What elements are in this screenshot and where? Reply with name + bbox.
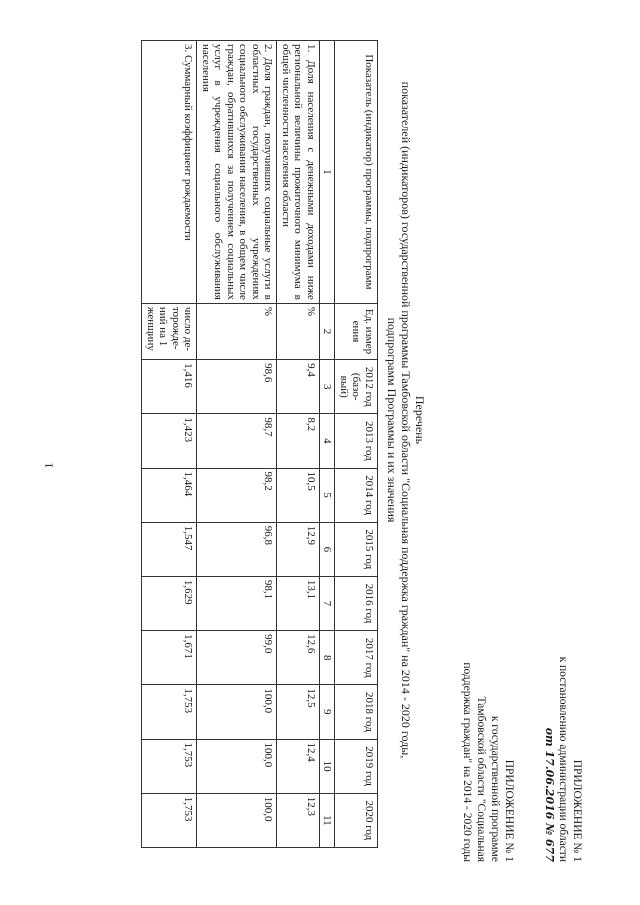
value-2012: 98,6 — [197, 360, 277, 414]
value-2020: 1,753 — [142, 793, 197, 847]
column-number: 5 — [320, 468, 336, 522]
indicator-name: 3. Суммарный коэффициент рождаемости — [142, 41, 197, 304]
appendix-decree-title: ПРИЛОЖЕНИЕ № 1 — [571, 759, 583, 862]
table-row — [277, 41, 320, 848]
column-number: 4 — [320, 414, 336, 468]
value-2015: 12,9 — [277, 522, 320, 576]
value-2017: 12,6 — [277, 631, 320, 685]
column-number: 2 — [320, 303, 336, 359]
appendix-program-line1: к государственной программе — [489, 715, 501, 862]
header-2014: 2014 год — [335, 468, 378, 522]
indicator-unit: % — [277, 303, 320, 359]
document-title-line2: показателей (индикаторов) государственной программы Тамбовской области "Социальная поддержка граждан" на 2014 - 2020 годы, — [399, 81, 413, 759]
indicators-table — [142, 40, 379, 848]
column-number-row — [320, 41, 336, 848]
header-2015: 2015 год — [335, 522, 378, 576]
value-2015: 1,547 — [142, 522, 197, 576]
appendix-program-title: ПРИЛОЖЕНИЕ № 1 — [503, 759, 515, 862]
value-2012: 9,4 — [277, 360, 320, 414]
column-number: 1 — [320, 41, 336, 304]
value-2018: 100,0 — [197, 685, 277, 739]
value-2016: 98,1 — [197, 576, 277, 630]
header-2013: 2013 год — [335, 414, 378, 468]
value-2016: 13,1 — [277, 576, 320, 630]
handwritten-date-number: от 17.06.2016 № 677 — [543, 727, 556, 862]
table-row — [197, 41, 277, 848]
value-2013: 8,2 — [277, 414, 320, 468]
column-number: 3 — [320, 360, 336, 414]
table-header-row — [335, 41, 378, 848]
value-2014: 98,2 — [197, 468, 277, 522]
document-title-line1: Перечень — [413, 395, 427, 445]
page-number: 1 — [41, 462, 56, 469]
value-2012: 1,416 — [142, 360, 197, 414]
header-2020: 2020 год — [335, 793, 378, 847]
column-number: 6 — [320, 522, 336, 576]
appendix-decree — [542, 532, 584, 862]
column-number: 11 — [320, 793, 336, 847]
value-2017: 99,0 — [197, 631, 277, 685]
appendix-program — [460, 532, 516, 862]
value-2019: 12,4 — [277, 739, 320, 793]
value-2015: 96,8 — [197, 522, 277, 576]
header-indicator: Показатель (индикатор) программы, подпрограмм — [335, 41, 378, 304]
document-title — [385, 40, 427, 800]
value-2018: 1,753 — [142, 685, 197, 739]
header-2012: 2012 год (базо- вый) — [335, 360, 378, 414]
rotated-landscape-page — [30, 20, 590, 870]
value-2019: 100,0 — [197, 739, 277, 793]
column-number: 8 — [320, 631, 336, 685]
value-2013: 1,423 — [142, 414, 197, 468]
value-2018: 12,5 — [277, 685, 320, 739]
value-2019: 1,753 — [142, 739, 197, 793]
header-2017: 2017 год — [335, 631, 378, 685]
value-2020: 12,3 — [277, 793, 320, 847]
value-2017: 1,671 — [142, 631, 197, 685]
value-2016: 1,629 — [142, 576, 197, 630]
document-title-line3: подпрограмм Программы и их значения — [385, 317, 399, 523]
column-number: 7 — [320, 576, 336, 630]
column-number: 9 — [320, 685, 336, 739]
indicator-name: 1. Доля населения с денежными доходами ниже региональной величины прожиточного минимума в общей численности населения области — [277, 41, 320, 304]
appendix-decree-line1: к постановлению администрации области — [557, 656, 569, 862]
header-2018: 2018 год — [335, 685, 378, 739]
value-2013: 98,7 — [197, 414, 277, 468]
value-2014: 10,5 — [277, 468, 320, 522]
appendix-program-line2: Тамбовской области "Социальная — [475, 696, 487, 862]
value-2020: 100,0 — [197, 793, 277, 847]
indicator-unit: число де- торожде- ний на 1 женщину — [142, 303, 197, 359]
column-number: 10 — [320, 739, 336, 793]
table-row — [142, 41, 197, 848]
value-2014: 1,464 — [142, 468, 197, 522]
header-2016: 2016 год — [335, 576, 378, 630]
indicator-unit: % — [197, 303, 277, 359]
indicator-name: 2. Доля граждан, получивших социальные услуги в областных государственных учреждениях социального обслуживания населения, в общем числе граждан, обратившихся за получением социальных услуг в учреждения социального обслуживания населения — [197, 41, 277, 304]
header-2019: 2019 год — [335, 739, 378, 793]
appendix-program-line3: поддержка граждан" на 2014 - 2020 годы — [461, 662, 473, 862]
header-unit: Ед. измер ения — [335, 303, 378, 359]
